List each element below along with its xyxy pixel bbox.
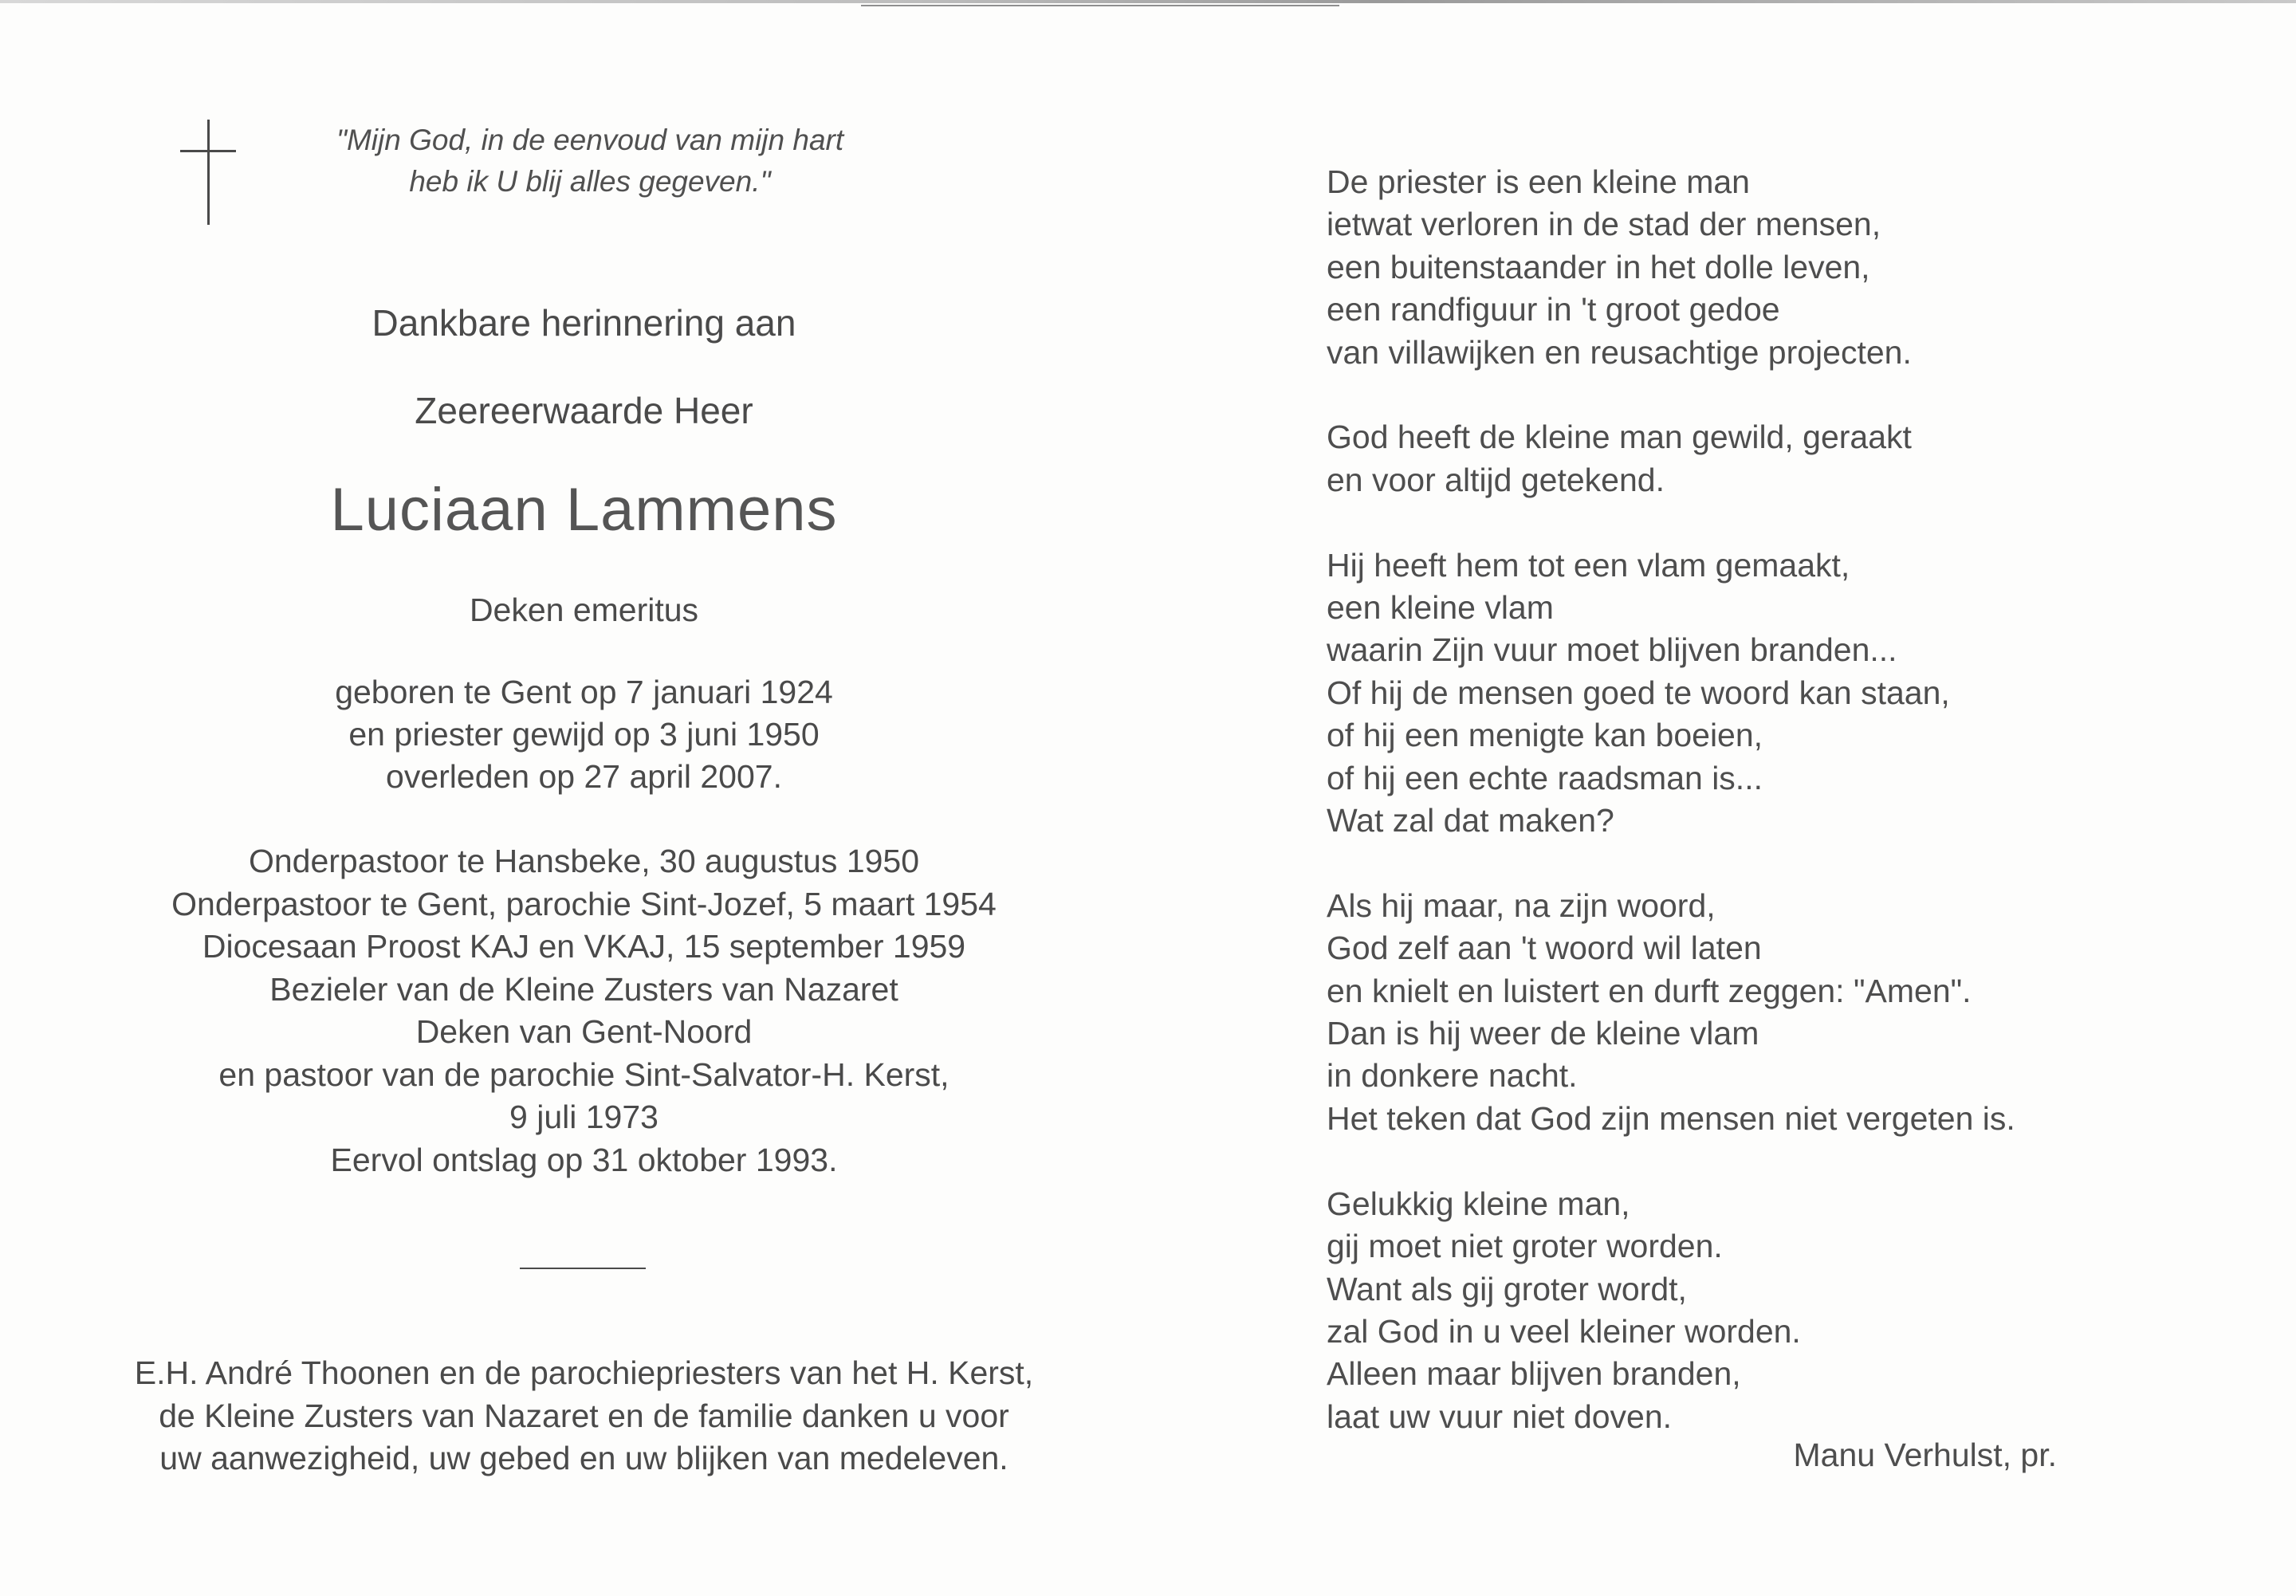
poem-line: of hij een menigte kan boeien, — [1327, 717, 1763, 754]
poem-line: Hij heeft hem tot een vlam gemaakt, — [1327, 546, 1850, 584]
career-line: Eervol ontslag op 31 oktober 1993. — [330, 1141, 838, 1178]
poem-line: De priester is een kleine man — [1327, 163, 1750, 200]
quote-line: "Mijn God, in de eenvoud van mijn hart — [336, 124, 844, 156]
poem-line: Als hij maar, na zijn woord, — [1327, 886, 1716, 924]
poem-line: waarin Zijn vuur moet blijven branden... — [1327, 631, 1897, 669]
career-line: Onderpastoor te Hansbeke, 30 augustus 1950 — [248, 843, 920, 879]
career-line: Onderpastoor te Gent, parochie Sint-Jozef, 5 maart 1954 — [171, 885, 997, 922]
career-line: Deken van Gent-Noord — [415, 1013, 753, 1050]
career-line: Bezieler van de Kleine Zusters van Nazaret — [269, 970, 898, 1008]
date-line: geboren te Gent op 7 januari 1924 — [335, 674, 833, 710]
deceased-name: Luciaan Lammens — [330, 476, 838, 544]
poem-line: een kleine vlam — [1327, 589, 1554, 627]
poem-line: Want als gij groter wordt, — [1327, 1270, 1687, 1307]
poem — [1327, 161, 2124, 1438]
poem-line: gij moet niet groter worden. — [1327, 1228, 1723, 1265]
poem-line: in donkere nacht. — [1327, 1057, 1578, 1095]
poem-stanza — [1327, 161, 2124, 374]
card-top-shadow — [861, 5, 1339, 6]
cross-icon — [180, 120, 236, 225]
poem-line: Dan is hij weer de kleine vlam — [1327, 1015, 1759, 1052]
thanks-line: E.H. André Thoonen en de parochiepriesters van het H. Kerst, — [134, 1354, 1034, 1391]
career-line: en pastoor van de parochie Sint-Salvator-H. Kerst, — [218, 1055, 949, 1093]
deceased-role: Deken emeritus — [469, 592, 699, 628]
poem-line: een buitenstaander in het dolle leven, — [1327, 248, 1870, 285]
poem-line: van villawijken en reusachtige projecten. — [1327, 333, 1912, 371]
poem-line: ietwat verloren in de stad der mensen, — [1327, 206, 1881, 243]
poem-line: Alleen maar blijven branden, — [1327, 1355, 1741, 1393]
thanks-line: de Kleine Zusters van Nazaret en de familie danken u voor — [159, 1397, 1009, 1434]
poem-line: en voor altijd getekend. — [1327, 461, 1665, 498]
career-list — [80, 840, 1088, 1181]
poem-line: God zelf aan 't woord wil laten — [1327, 930, 1762, 967]
poem-stanza — [1327, 416, 2124, 501]
honorific-title: Zeereerwaarde Heer — [415, 390, 753, 431]
career-line: Diocesaan Proost KAJ en VKAJ, 15 september 1959 — [202, 928, 966, 965]
poem-line: God heeft de kleine man gewild, geraakt — [1327, 419, 1912, 456]
thanks-line: uw aanwezigheid, uw gebed en uw blijken van medeleven. — [159, 1440, 1008, 1476]
poem-stanza — [1327, 885, 2124, 1140]
life-dates — [80, 671, 1088, 798]
card-top-edge — [0, 0, 2296, 3]
poem-line: en knielt en luistert en durft zeggen: "Amen". — [1327, 972, 1972, 1009]
quote-line: heb ik U blij alles gegeven." — [409, 165, 771, 198]
poem-line: Of hij de mensen goed te woord kan staan, — [1327, 674, 1950, 711]
poem-line: of hij een echte raadsman is... — [1327, 759, 1763, 796]
poem-line: laat uw vuur niet doven. — [1327, 1397, 1673, 1435]
opening-quote — [287, 120, 893, 202]
poem-stanza — [1327, 1183, 2124, 1438]
poem-line: Het teken dat God zijn mensen niet vergeten is. — [1327, 1099, 2015, 1137]
section-divider — [520, 1268, 646, 1269]
date-line: en priester gewijd op 3 juni 1950 — [348, 716, 820, 753]
poem-line: Wat zal dat maken? — [1327, 802, 1614, 839]
poem-line: zal God in u veel kleiner worden. — [1327, 1312, 1801, 1350]
poem-stanza — [1327, 544, 2124, 843]
poem-line: Gelukkig kleine man, — [1327, 1185, 1630, 1222]
poem-signature: Manu Verhulst, pr. — [1793, 1437, 2057, 1473]
date-line: overleden op 27 april 2007. — [386, 758, 782, 795]
poem-line: een randfiguur in 't groot gedoe — [1327, 291, 1780, 328]
career-line: 9 juli 1973 — [509, 1099, 659, 1135]
intro-text: Dankbare herinnering aan — [372, 302, 796, 344]
thanks-note — [80, 1352, 1088, 1480]
